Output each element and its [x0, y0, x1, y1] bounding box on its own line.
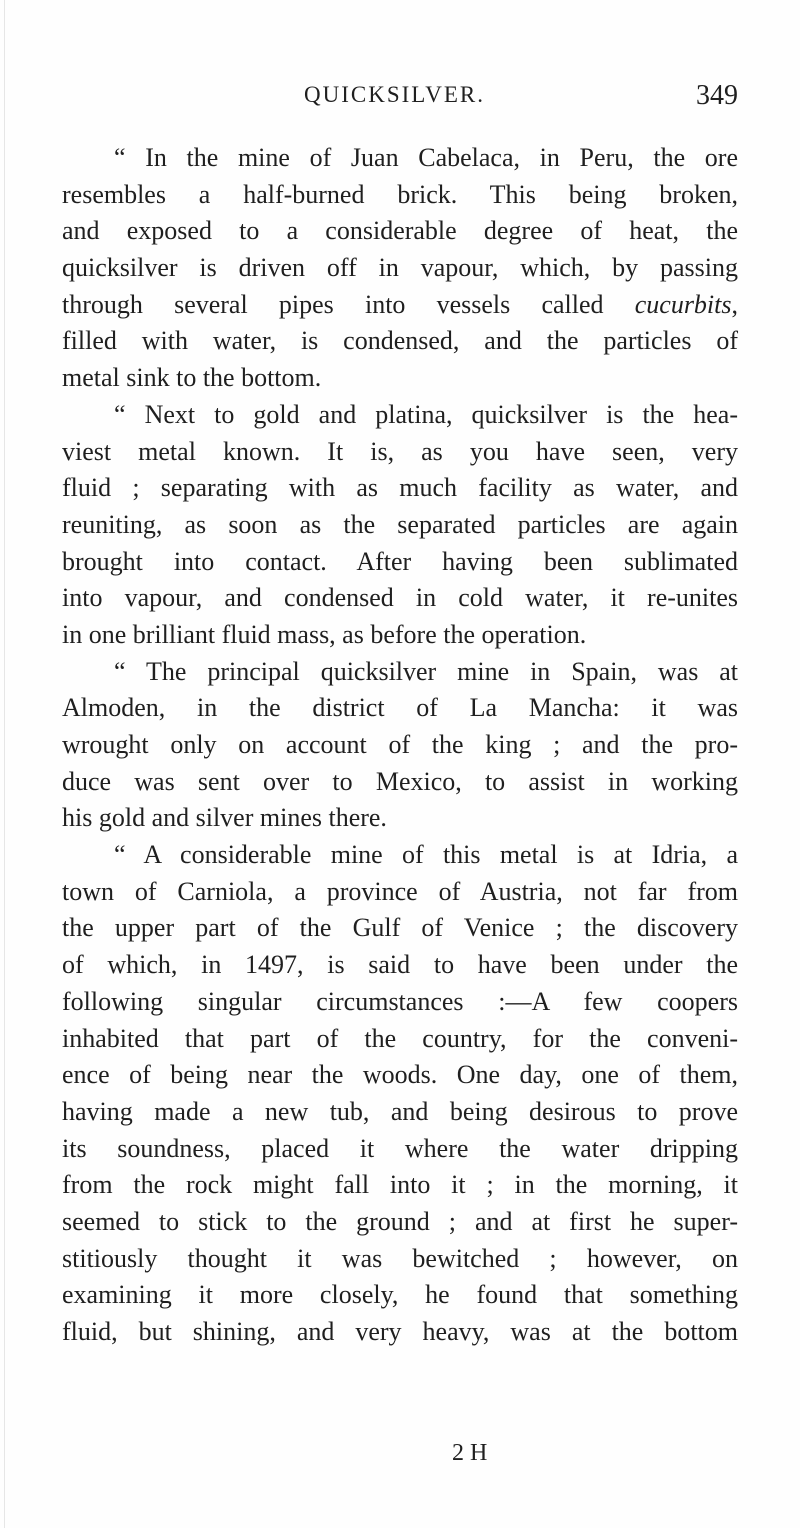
text-line: seemed to stick to the ground ; and at first he super-	[62, 1206, 738, 1236]
text-line: town of Carniola, a province of Austria, not far from	[62, 876, 738, 906]
text-line: wrought only on account of the king ; and the pro-	[62, 730, 738, 759]
text-line: from the rock might fall into it ; in the morning, it	[62, 1170, 738, 1200]
text-line: Almoden, in the district of La Mancha: it was	[62, 693, 738, 723]
text-line: having made a new tub, and being desirous to prove	[62, 1096, 738, 1126]
text-line-prefix: through several pipes into vessels called	[62, 289, 635, 319]
text-line: into vapour, and condensed in cold water, it re-unites	[62, 583, 738, 613]
text-line	[62, 287, 738, 324]
text-line: his gold and silver mines there.	[62, 803, 387, 833]
text-line: the upper part of the Gulf of Venice ; the discovery	[62, 913, 738, 943]
italic-term: cucurbits	[634, 289, 732, 319]
text-line: quicksilver is driven off in vapour, which, by passing	[62, 253, 738, 283]
body-text	[62, 140, 738, 1351]
text-line: of which, in 1497, is said to have been under the	[62, 950, 738, 980]
text-line: in one brilliant fluid mass, as before the operation.	[62, 619, 587, 649]
text-line: following singular circumstances :—A few coopers	[62, 986, 738, 1016]
text-line: ence of being near the woods. One day, one of them,	[62, 1060, 738, 1090]
text-line: inhabited that part of the country, for the conveni-	[62, 1023, 738, 1053]
text-line: fluid, but shining, and very heavy, was at the bottom	[62, 1317, 738, 1346]
text-line: brought into contact. After having been sublimated	[62, 546, 738, 576]
page-edge-line	[4, 0, 5, 1528]
text-line: filled with water, is condensed, and the particles of	[62, 326, 738, 356]
running-title: QUICKSILVER.	[304, 82, 485, 107]
text-line: reuniting, as soon as the separated particles are again	[62, 509, 738, 539]
text-line: “ Next to gold and platina, quicksilver is the hea-	[114, 399, 738, 429]
text-line: “ A considerable mine of this metal is at Idria, a	[114, 840, 738, 870]
text-line: examining it more closely, he found that something	[62, 1280, 738, 1310]
text-line-suffix: ,	[731, 289, 738, 319]
text-line: fluid ; separating with as much facility as water, and	[62, 473, 738, 503]
text-line: duce was sent over to Mexico, to assist in working	[62, 766, 738, 796]
text-line: “ In the mine of Juan Cabelaca, in Peru, the ore	[114, 143, 738, 172]
text-line: resembles a half-burned brick. This being broken,	[62, 179, 738, 209]
text-line: stitiously thought it was bewitched ; however, on	[62, 1243, 738, 1273]
text-line: metal sink to the bottom.	[62, 363, 322, 393]
page-header	[62, 80, 738, 120]
text-line: viest metal known. It is, as you have seen, very	[62, 436, 738, 466]
signature-mark: 2 H	[452, 1440, 488, 1466]
page-number: 349	[696, 80, 738, 111]
text-line: “ The principal quicksilver mine in Spain, was at	[114, 656, 738, 686]
text-line: its soundness, placed it where the water dripping	[62, 1133, 738, 1163]
text-line: and exposed to a considerable degree of heat, the	[62, 216, 738, 246]
